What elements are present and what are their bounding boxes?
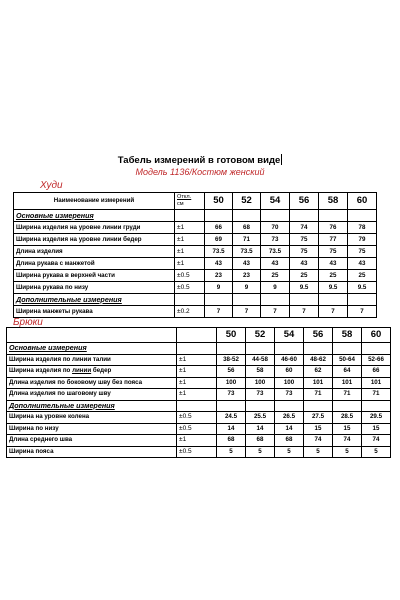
- tolerance-cell: ±1: [177, 377, 217, 389]
- value-cell: 62: [304, 366, 333, 378]
- value-cell: 71: [362, 389, 391, 401]
- value-cell: 74: [304, 435, 333, 447]
- value-cell: 43: [261, 258, 290, 270]
- value-cell: 74: [333, 435, 362, 447]
- empty-cell: [290, 294, 319, 306]
- value-cell: 44-58: [246, 354, 275, 366]
- empty-cell: [205, 294, 233, 306]
- value-cell: 27.5: [304, 412, 333, 424]
- header-tolerance-label: Откл.: [177, 194, 192, 200]
- tolerance-cell: ±1: [177, 435, 217, 447]
- value-cell: 68: [233, 222, 261, 234]
- measurement-label: Ширина изделия на уровне линии бедер: [14, 234, 175, 246]
- tolerance-cell: ±0.5: [177, 423, 217, 435]
- value-cell: 101: [362, 377, 391, 389]
- table-row: [14, 234, 377, 246]
- header-tolerance-cell: [175, 193, 205, 210]
- table-row: [7, 446, 391, 458]
- measurement-label: Ширина по низу: [7, 423, 177, 435]
- value-cell: 5: [304, 446, 333, 458]
- value-cell: 14: [217, 423, 246, 435]
- value-cell: 9.5: [290, 282, 319, 294]
- measurement-label: Ширина на уровне колена: [7, 412, 177, 424]
- value-cell: 68: [217, 435, 246, 447]
- empty-cell: [275, 400, 304, 412]
- tolerance-cell: ±0.2: [175, 306, 205, 318]
- value-cell: 7: [348, 306, 377, 318]
- value-cell: 7: [290, 306, 319, 318]
- value-cell: 73: [246, 389, 275, 401]
- tolerance-cell: ±1: [175, 234, 205, 246]
- value-cell: 9: [233, 282, 261, 294]
- empty-cell: [348, 210, 377, 222]
- section-row: [14, 210, 377, 222]
- value-cell: 15: [304, 423, 333, 435]
- value-cell: 70: [261, 222, 290, 234]
- pants-measurements-table: [6, 327, 391, 458]
- empty-cell: [261, 210, 290, 222]
- section-heading: Основные измерения: [14, 210, 175, 222]
- value-cell: 9: [261, 282, 290, 294]
- table-row: [7, 412, 391, 424]
- header-name-cell: Наименование измерений: [14, 193, 175, 210]
- label-part: Ширина изделия по: [9, 367, 73, 375]
- value-cell: 5: [275, 446, 304, 458]
- measurement-label: Ширина рукава по низу: [14, 282, 175, 294]
- table-row: [14, 222, 377, 234]
- hoodie-measurements-table: [13, 192, 377, 318]
- value-cell: 5: [362, 446, 391, 458]
- value-cell: 74: [362, 435, 391, 447]
- value-cell: 26.5: [275, 412, 304, 424]
- value-cell: 60: [275, 366, 304, 378]
- size-header: 56: [304, 328, 333, 343]
- value-cell: 68: [275, 435, 304, 447]
- value-cell: 76: [319, 222, 348, 234]
- size-header: 54: [275, 328, 304, 343]
- empty-cell: [333, 400, 362, 412]
- value-cell: 9: [205, 282, 233, 294]
- empty-cell: [246, 400, 275, 412]
- tolerance-cell: ±0.5: [177, 412, 217, 424]
- value-cell: 25.5: [246, 412, 275, 424]
- empty-cell: [246, 343, 275, 355]
- value-cell: 77: [319, 234, 348, 246]
- value-cell: 71: [233, 234, 261, 246]
- value-cell: 25: [348, 270, 377, 282]
- pants-section-label: Брюки: [13, 317, 43, 328]
- value-cell: 7: [233, 306, 261, 318]
- empty-cell: [233, 210, 261, 222]
- table-row: [7, 377, 391, 389]
- value-cell: 43: [290, 258, 319, 270]
- value-cell: 66: [205, 222, 233, 234]
- value-cell: 73: [217, 389, 246, 401]
- empty-cell: [290, 210, 319, 222]
- section-heading: Дополнительные измерения: [7, 400, 177, 412]
- hoodie-header-row: [14, 193, 377, 210]
- measurement-label: Длина изделия: [14, 246, 175, 258]
- table-row: [7, 366, 391, 378]
- value-cell: 78: [348, 222, 377, 234]
- empty-cell: [348, 294, 377, 306]
- tolerance-cell: ±1: [177, 354, 217, 366]
- size-header: 60: [362, 328, 391, 343]
- tolerance-cell: ±1: [175, 222, 205, 234]
- value-cell: 64: [333, 366, 362, 378]
- empty-cell: [333, 343, 362, 355]
- empty-cell: [205, 210, 233, 222]
- value-cell: 79: [348, 234, 377, 246]
- empty-cell: [319, 210, 348, 222]
- value-cell: 29.5: [362, 412, 391, 424]
- value-cell: 14: [275, 423, 304, 435]
- header-tolerance-unit: см: [177, 201, 184, 207]
- value-cell: 15: [362, 423, 391, 435]
- value-cell: 25: [319, 270, 348, 282]
- tolerance-cell: ±1: [177, 366, 217, 378]
- value-cell: 56: [217, 366, 246, 378]
- measurement-label: Ширина изделия по линии талии: [7, 354, 177, 366]
- value-cell: 5: [333, 446, 362, 458]
- size-header: 60: [348, 193, 377, 210]
- value-cell: 7: [205, 306, 233, 318]
- measurement-label: [7, 366, 177, 378]
- value-cell: 23: [233, 270, 261, 282]
- value-cell: 71: [304, 389, 333, 401]
- measurement-label: Длина рукава с манжетой: [14, 258, 175, 270]
- value-cell: 100: [246, 377, 275, 389]
- value-cell: 9.5: [348, 282, 377, 294]
- empty-cell: [319, 294, 348, 306]
- empty-cell: [261, 294, 290, 306]
- measurement-label: Длина изделия по шаговому шву: [7, 389, 177, 401]
- table-row: [14, 246, 377, 258]
- value-cell: 73: [261, 234, 290, 246]
- measurement-label: Ширина изделия на уровне линии груди: [14, 222, 175, 234]
- measurement-label: Ширина манжеты рукава: [14, 306, 175, 318]
- section-heading: Дополнительные измерения: [14, 294, 175, 306]
- empty-cell: [175, 210, 205, 222]
- empty-cell: [177, 400, 217, 412]
- table-row: [14, 306, 377, 318]
- value-cell: 23: [205, 270, 233, 282]
- value-cell: 25: [290, 270, 319, 282]
- value-cell: 100: [275, 377, 304, 389]
- value-cell: 73.5: [205, 246, 233, 258]
- measurement-label: Ширина рукава в верхней части: [14, 270, 175, 282]
- hoodie-section-label: Худи: [40, 180, 63, 191]
- value-cell: 15: [333, 423, 362, 435]
- value-cell: 5: [217, 446, 246, 458]
- value-cell: 7: [261, 306, 290, 318]
- table-row: [7, 389, 391, 401]
- table-row: [14, 282, 377, 294]
- section-row: [7, 343, 391, 355]
- empty-cell: [175, 294, 205, 306]
- value-cell: 38-52: [217, 354, 246, 366]
- size-header: 52: [233, 193, 261, 210]
- value-cell: 75: [348, 246, 377, 258]
- size-header: 54: [261, 193, 290, 210]
- empty-cell: [304, 400, 333, 412]
- value-cell: 101: [304, 377, 333, 389]
- measurement-label: Длина изделия по боковому шву без пояса: [7, 377, 177, 389]
- table-row: [14, 258, 377, 270]
- value-cell: 75: [290, 246, 319, 258]
- value-cell: 69: [205, 234, 233, 246]
- value-cell: 73.5: [233, 246, 261, 258]
- value-cell: 100: [217, 377, 246, 389]
- empty-cell: [7, 328, 177, 343]
- empty-cell: [275, 343, 304, 355]
- size-header: 58: [333, 328, 362, 343]
- tolerance-cell: ±1: [175, 258, 205, 270]
- value-cell: 43: [319, 258, 348, 270]
- measurement-label: Длина среднего шва: [7, 435, 177, 447]
- value-cell: 28.5: [333, 412, 362, 424]
- tolerance-cell: ±0.5: [177, 446, 217, 458]
- value-cell: 75: [290, 234, 319, 246]
- value-cell: 74: [290, 222, 319, 234]
- size-header: 50: [205, 193, 233, 210]
- value-cell: 43: [348, 258, 377, 270]
- value-cell: 43: [205, 258, 233, 270]
- empty-cell: [304, 343, 333, 355]
- label-part: линии: [72, 367, 92, 375]
- value-cell: 73.5: [261, 246, 290, 258]
- tolerance-cell: ±1: [177, 389, 217, 401]
- value-cell: 75: [319, 246, 348, 258]
- measurement-label: Ширина пояса: [7, 446, 177, 458]
- size-header: 58: [319, 193, 348, 210]
- value-cell: 7: [319, 306, 348, 318]
- value-cell: 68: [246, 435, 275, 447]
- tolerance-cell: ±0.5: [175, 270, 205, 282]
- value-cell: 50-64: [333, 354, 362, 366]
- table-row: [7, 354, 391, 366]
- value-cell: 71: [333, 389, 362, 401]
- section-row: [14, 294, 377, 306]
- empty-cell: [177, 343, 217, 355]
- size-header: 52: [246, 328, 275, 343]
- empty-cell: [177, 328, 217, 343]
- value-cell: 52-66: [362, 354, 391, 366]
- tolerance-cell: ±1: [175, 246, 205, 258]
- value-cell: 14: [246, 423, 275, 435]
- pants-header-row: [7, 328, 391, 343]
- text-cursor: [281, 154, 282, 165]
- empty-cell: [233, 294, 261, 306]
- value-cell: 25: [261, 270, 290, 282]
- table-row: [14, 270, 377, 282]
- value-cell: 101: [333, 377, 362, 389]
- empty-cell: [217, 343, 246, 355]
- empty-cell: [362, 400, 391, 412]
- page-subtitle: Модель 1136/Костюм женский: [135, 167, 265, 177]
- size-header: 56: [290, 193, 319, 210]
- section-heading: Основные измерения: [7, 343, 177, 355]
- value-cell: 24.5: [217, 412, 246, 424]
- value-cell: 66: [362, 366, 391, 378]
- value-cell: 9.5: [319, 282, 348, 294]
- value-cell: 73: [275, 389, 304, 401]
- size-header: 50: [217, 328, 246, 343]
- label-part: бедер: [91, 367, 112, 375]
- value-cell: 5: [246, 446, 275, 458]
- empty-cell: [217, 400, 246, 412]
- page-title: Табель измерений в готовом виде: [117, 155, 281, 166]
- section-row: [7, 400, 391, 412]
- value-cell: 58: [246, 366, 275, 378]
- table-row: [7, 435, 391, 447]
- value-cell: 48-62: [304, 354, 333, 366]
- value-cell: 43: [233, 258, 261, 270]
- tolerance-cell: ±0.5: [175, 282, 205, 294]
- empty-cell: [362, 343, 391, 355]
- table-row: [7, 423, 391, 435]
- value-cell: 46-60: [275, 354, 304, 366]
